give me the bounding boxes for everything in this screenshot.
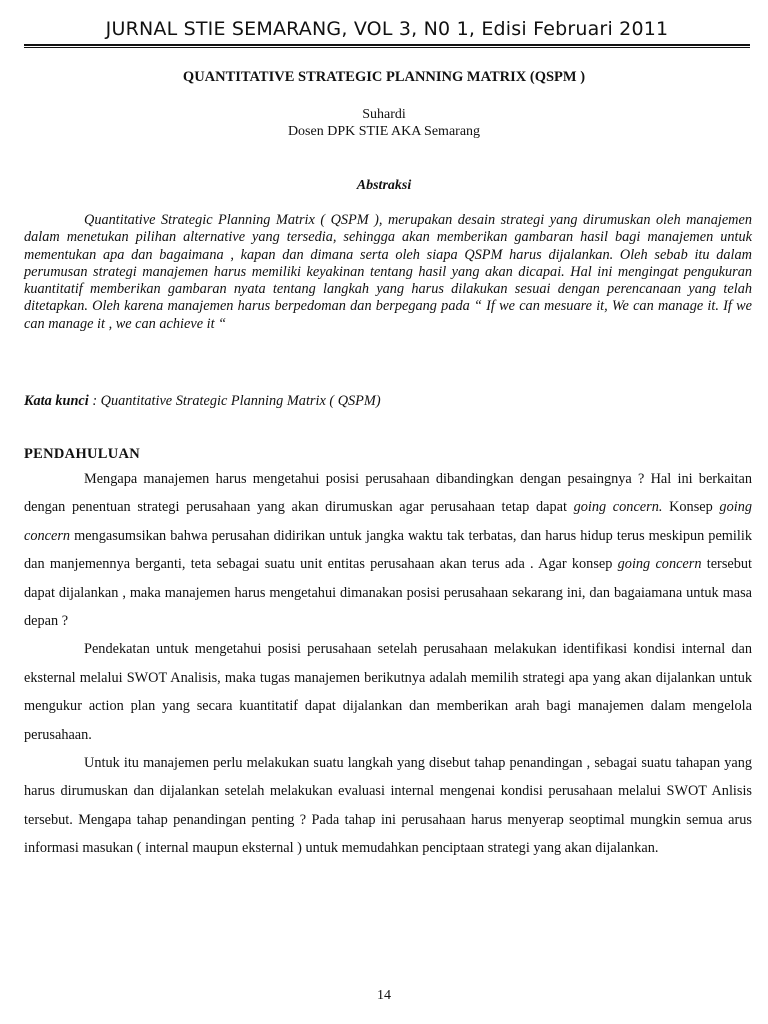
p1-term-going-concern-3: going concern (617, 556, 702, 573)
p1-text-a: Mengapa manajemen harus mengetahui posisi perusahaan dibandingkan dengan pesaingnya ? Hal ini berkaitan dengan penentuan strategi perusahaan yang akan dirumuskan agar perusahaan tetap dapat (24, 471, 752, 516)
keywords-line (24, 393, 752, 410)
paragraph-2: Pendekatan untuk mengetahui posisi perusahaan setelah perusahaan melakukan identifikasi kondisi internal dan eksternal melalui SWOT Analisis, maka tugas manajemen berikutnya adalah memilih strategi apa yang akan dijalankan untuk mengukur action plan yang secara kuantitatif dapat dijalankan dan memberikan arah bagi manajemen dalam mengelola perusahaan. (24, 641, 752, 743)
header-rule (24, 44, 750, 48)
article-title: QUANTITATIVE STRATEGIC PLANNING MATRIX (QSPM ) (182, 69, 586, 85)
p1-term-going-concern-2: going concern (24, 499, 752, 544)
paragraph-1 (24, 465, 752, 635)
abstract-heading: Abstraksi (356, 178, 412, 193)
keywords-text: : Quantitative Strategic Planning Matrix ( QSPM) (92, 393, 381, 409)
author-affiliation: Dosen DPK STIE AKA Semarang (287, 124, 481, 139)
p1-text-g: tersebut dapat dijalankan , maka manajemen harus mengetahui dimanakan posisi perusahaan sekarang ini, dan bagaiamana untuk masa depan ? (24, 556, 752, 630)
section-body (24, 465, 752, 863)
p1-term-going-concern: going concern. (573, 499, 663, 516)
section-heading: PENDAHULUAN (24, 446, 141, 462)
keywords-label: Kata kunci (24, 393, 89, 409)
p1-text-c: Konsep (662, 499, 720, 516)
page-number: 14 (377, 988, 391, 1003)
paragraph-3: Untuk itu manajemen perlu melakukan suatu langkah yang disebut tahap penandingan , sebagai suatu tahapan yang harus dirumuskan dan dijalankan setelah melakukan evaluasi internal mengenai kondisi perusahaan melalui SWOT Anlisis tersebut. Mengapa tahap penandingan penting ? Pada tahap ini perusahaan harus menyerap seoptimal mungkin semua arus informasi masukan ( internal maupun eksternal ) untuk memudahkan penciptaan strategi yang akan dijalankan. (24, 755, 752, 857)
p1-text-e: mengasumsikan bahwa perusahan didirikan untuk jangka waktu tak terbatas, dan harus hidup terus meskipun pemilik dan manjemennya berganti, teta sebagai suatu unit entitas perusahaan akan terus ada . Agar konsep (24, 527, 752, 573)
running-head: JURNAL STIE SEMARANG, VOL 3, N0 1, Edisi Februari 2011 (105, 18, 669, 40)
author-name: Suhardi (362, 107, 406, 122)
abstract-text: Quantitative Strategic Planning Matrix ( QSPM ), merupakan desain strategi yang dirumuskan oleh manajemen dalam menetukan pilihan alternative yang tersedia, sehingga akan memberikan gambaran hasil bagi manajemen untuk mementukan apa dan bagaimana , kapan dan dimana serta oleh siapa QSPM harus dijalankan. Oleh sebab itu dalam perumusan strategi manajemen harus memiliki keyakinan tentang hasil yang akan dicapai. Hal ini mengingat pengukuran kuantitatif memberikan gambaran nyata tentang langkah yang harus dilakukan sesuai dengan perencanaan yang telah ditetapkan. Oleh karena manajemen harus berpedoman dan berpegang pada “ If we can mesuare it, We can manage it. If we can manage it , we can achieve it “ (24, 212, 752, 332)
